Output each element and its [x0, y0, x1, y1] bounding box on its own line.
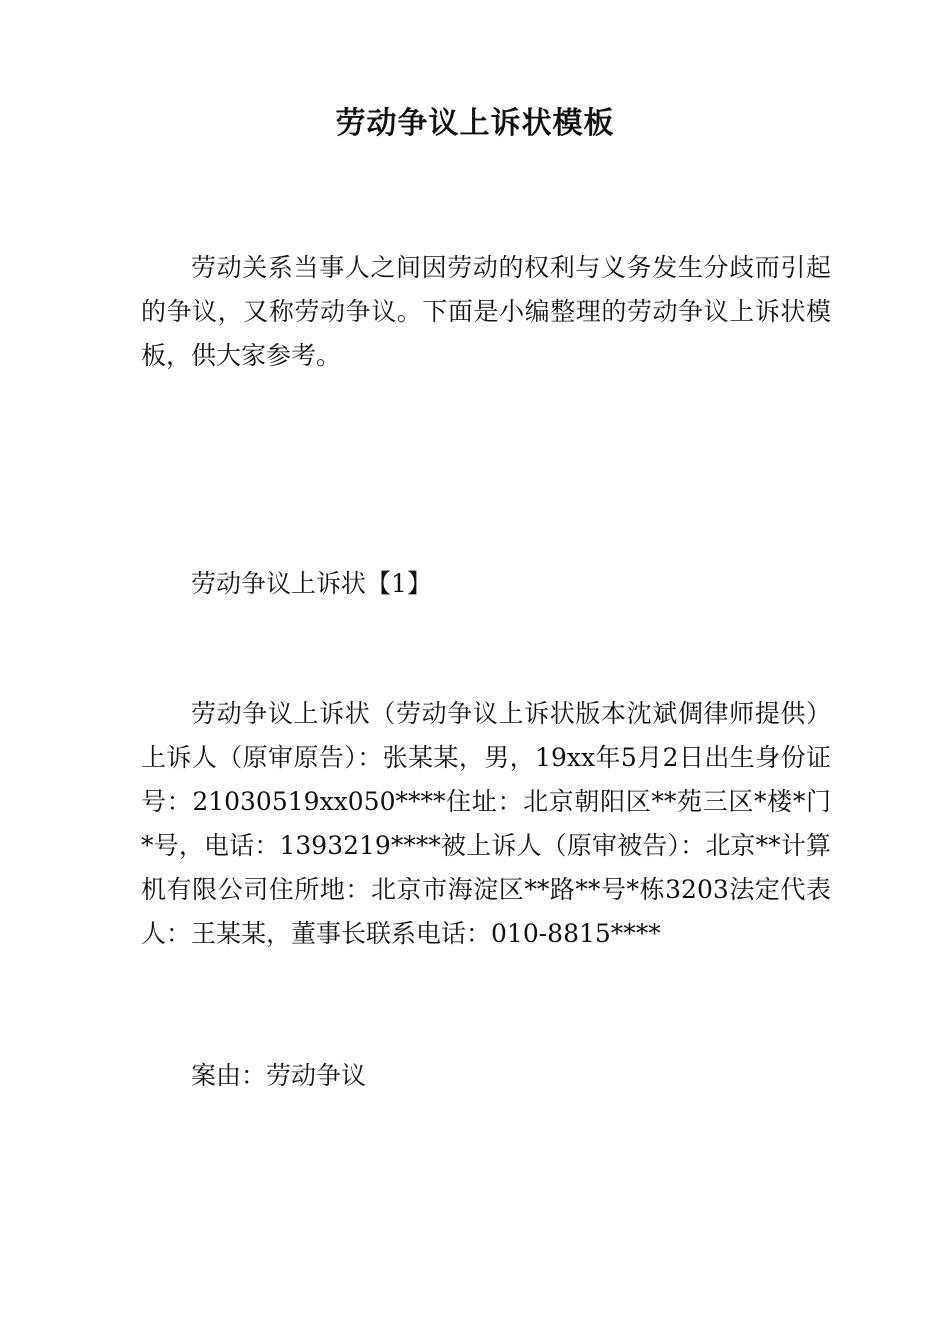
intro-paragraph: 劳动关系当事人之间因劳动的权利与义务发生分歧而引起的争议，又称劳动争议。下面是小编整理的劳动争议上诉状模板，供大家参考。 — [141, 253, 831, 370]
case-cause-paragraph: 案由：劳动争议 — [191, 1061, 367, 1090]
document-title: 劳动争议上诉状模板 — [335, 106, 615, 141]
parties-paragraph: 劳动争议上诉状（劳动争议上诉状版本沈斌倜律师提供）上诉人（原审原告）：张某某，男，19xx年5月2日出生身份证号：21030519xx050****住址：北京朝阳区**苑三区*楼*门*号，电话：1393219****被上诉人（原审被告）：北京**计算机有限公司住所地：北京市海淀区**路**号*栋3203法定代表人：王某某，董事长联系电话：010-8815**** — [141, 699, 831, 948]
section-heading: 劳动争议上诉状【1】 — [191, 569, 432, 598]
